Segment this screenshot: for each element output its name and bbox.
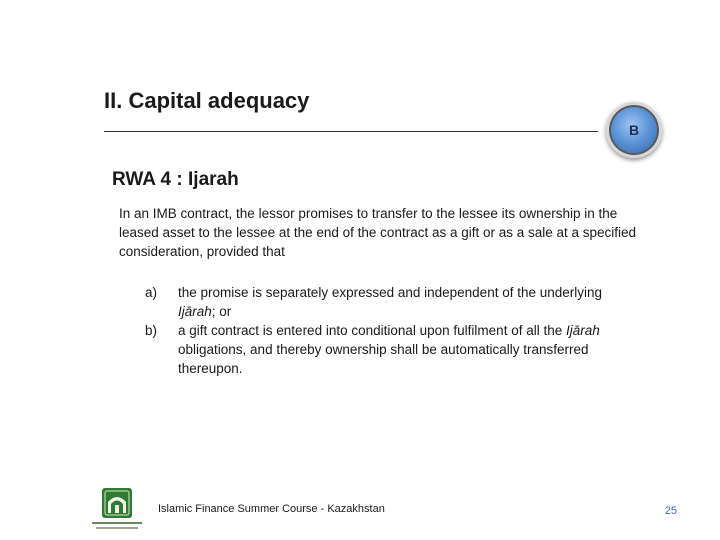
term-italic: Ijārah (565, 323, 600, 338)
term-italic: Ijārah (178, 304, 212, 319)
list-item (145, 321, 635, 378)
footer-course-name: Islamic Finance Summer Course - Kazakhstan (158, 503, 385, 515)
intro-paragraph: In an IMB contract, the lessor promises to transfer to the lessee its ownership in the leased asset to the lessee at the end of the contract as a gift or as a sale at a specified consideration, provided that (119, 206, 637, 259)
slide-title: II. Capital adequacy (104, 88, 310, 113)
institute-logo-icon (88, 486, 146, 534)
list-text: the promise is separately expressed and independent of the underlying Ijārah; or (178, 285, 603, 319)
section-heading: RWA 4 : Ijarah (112, 169, 239, 190)
section-badge (606, 102, 662, 158)
page-number: 25 (664, 505, 677, 517)
conditions-list (145, 283, 635, 378)
section-badge-label: B (628, 122, 640, 138)
list-marker: a) (145, 285, 158, 300)
list-item (145, 283, 635, 321)
list-text: a gift contract is entered into conditional upon fulfilment of all the Ijārah obligations, and thereby ownership shall be automatically transferred thereupon. (178, 323, 600, 376)
title-divider (104, 131, 598, 132)
list-marker: b) (145, 323, 158, 338)
